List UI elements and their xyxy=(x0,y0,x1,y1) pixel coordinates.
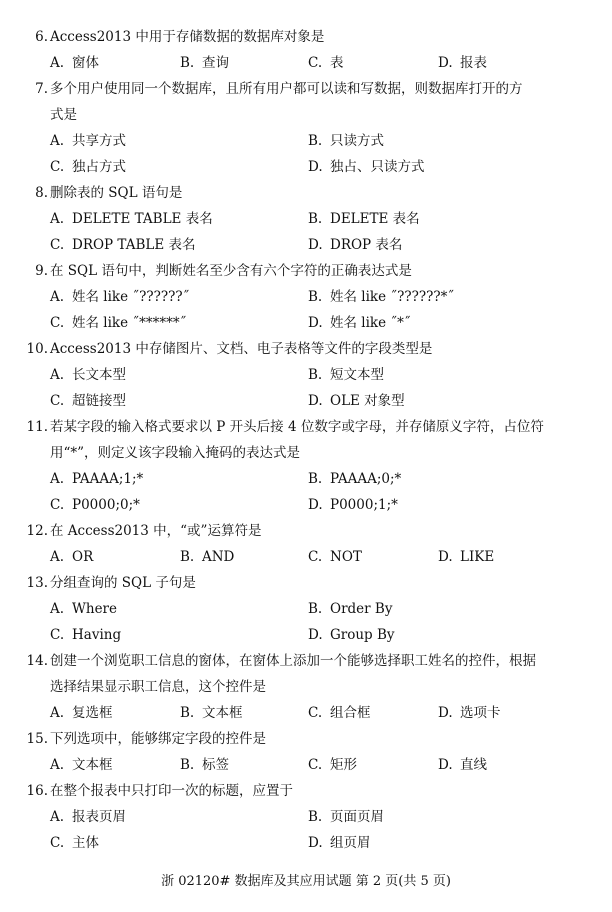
option-b xyxy=(180,700,243,726)
question-text: 在 Access2013 中，“或”运算符是 xyxy=(50,523,262,539)
option-letter: C. xyxy=(50,835,65,851)
option-d xyxy=(308,388,405,414)
option-text: DELETE 表名 xyxy=(330,211,420,227)
option-text: NOT xyxy=(330,549,362,565)
option-d xyxy=(308,622,395,648)
option-letter: A. xyxy=(50,367,65,383)
option-text: 表 xyxy=(330,55,344,71)
option-c xyxy=(50,154,126,180)
option-letter: D. xyxy=(308,627,323,643)
option-b xyxy=(308,128,384,154)
option-text: OR xyxy=(72,549,94,565)
option-letter: A. xyxy=(50,549,65,565)
option-letter: C. xyxy=(50,315,65,331)
option-text: DELETE TABLE 表名 xyxy=(72,211,213,227)
option-letter: C. xyxy=(50,237,65,253)
option-text: 长文本型 xyxy=(72,367,126,383)
question-text: Access2013 中存储图片、文档、电子表格等文件的字段类型是 xyxy=(50,341,433,357)
option-text: Group By xyxy=(330,627,395,643)
option-letter: D. xyxy=(308,237,323,253)
option-a xyxy=(50,752,113,778)
option-a xyxy=(50,362,126,388)
option-text: 姓名 like ˝??????*˝ xyxy=(330,289,455,305)
option-text: 独占方式 xyxy=(72,159,126,175)
option-letter: D. xyxy=(308,159,323,175)
option-letter: C. xyxy=(308,55,323,71)
option-text: 页面页眉 xyxy=(330,809,384,825)
option-d xyxy=(438,50,487,76)
question-number: 11. xyxy=(26,419,48,435)
option-text: DROP TABLE 表名 xyxy=(72,237,196,253)
option-letter: B. xyxy=(180,549,195,565)
option-text: 复选框 xyxy=(72,705,113,721)
option-text: 短文本型 xyxy=(330,367,384,383)
option-letter: C. xyxy=(50,159,65,175)
question-stem xyxy=(22,180,582,206)
option-letter: A. xyxy=(50,133,65,149)
option-d xyxy=(308,154,425,180)
question-number: 13. xyxy=(26,575,48,591)
option-letter: A. xyxy=(50,55,65,71)
option-text: 姓名 like ˝******˝ xyxy=(72,315,187,331)
question-text: 分组查询的 SQL 子句是 xyxy=(50,575,196,591)
option-letter: A. xyxy=(50,809,65,825)
option-text: 选项卡 xyxy=(460,705,501,721)
option-letter: C. xyxy=(50,497,65,513)
option-a xyxy=(50,596,117,622)
option-text: Having xyxy=(72,627,122,643)
question-stem xyxy=(22,778,582,804)
question-stem xyxy=(22,414,582,440)
option-letter: B. xyxy=(180,757,195,773)
option-d xyxy=(308,492,398,518)
option-c xyxy=(308,50,344,76)
option-b xyxy=(180,752,229,778)
option-c xyxy=(308,700,371,726)
option-c xyxy=(50,310,186,336)
option-text: PAAAA;1;* xyxy=(72,471,144,487)
option-letter: D. xyxy=(308,393,323,409)
option-a xyxy=(50,544,93,570)
question-number: 16. xyxy=(26,783,48,799)
option-text: LIKE xyxy=(460,549,495,565)
option-d xyxy=(438,752,487,778)
question-text-continued: 用“*”，则定义该字段输入掩码的表达式是 xyxy=(50,445,301,461)
option-letter: B. xyxy=(308,367,323,383)
option-text: 主体 xyxy=(72,835,99,851)
option-letter: D. xyxy=(308,835,323,851)
option-letter: B. xyxy=(308,471,323,487)
question-text-continued: 式是 xyxy=(50,107,77,123)
question-number: 6. xyxy=(35,29,48,45)
option-letter: A. xyxy=(50,289,65,305)
option-letter: A. xyxy=(50,471,65,487)
option-letter: C. xyxy=(308,757,323,773)
option-b xyxy=(308,804,384,830)
option-text: 标签 xyxy=(202,757,229,773)
question-text: 在整个报表中只打印一次的标题，应置于 xyxy=(50,783,293,799)
option-text: PAAAA;0;* xyxy=(330,471,402,487)
question-text: 在 SQL 语句中，判断姓名至少含有六个字符的正确表达式是 xyxy=(50,263,412,279)
question-number: 12. xyxy=(26,523,48,539)
option-a xyxy=(50,284,189,310)
option-a xyxy=(50,50,99,76)
page-footer: 浙 02120# 数据库及其应用试题 第 2 页(共 5 页) xyxy=(161,874,451,889)
option-text: 报表 xyxy=(460,55,487,71)
option-b xyxy=(180,544,234,570)
option-letter: D. xyxy=(438,757,453,773)
option-d xyxy=(438,700,501,726)
question-number: 8. xyxy=(35,185,48,201)
option-text: 姓名 like ˝??????˝ xyxy=(72,289,190,305)
question-text: 删除表的 SQL 语句是 xyxy=(50,185,183,201)
option-letter: A. xyxy=(50,601,65,617)
option-letter: B. xyxy=(180,705,195,721)
question-stem xyxy=(22,336,582,362)
option-text: 组合框 xyxy=(330,705,371,721)
option-text: P0000;0;* xyxy=(72,497,140,513)
option-d xyxy=(438,544,494,570)
option-letter: A. xyxy=(50,757,65,773)
option-a xyxy=(50,700,113,726)
option-text: 文本框 xyxy=(72,757,113,773)
option-letter: D. xyxy=(308,497,323,513)
option-text: 文本框 xyxy=(202,705,243,721)
option-text: OLE 对象型 xyxy=(330,393,405,409)
option-a xyxy=(50,128,126,154)
question-text: Access2013 中用于存储数据的数据库对象是 xyxy=(50,29,325,45)
option-letter: B. xyxy=(308,601,323,617)
option-text: 查询 xyxy=(202,55,229,71)
option-a xyxy=(50,206,213,232)
question-number: 10. xyxy=(26,341,48,357)
option-c xyxy=(50,492,140,518)
option-c xyxy=(50,388,126,414)
question-stem xyxy=(22,648,582,674)
question-text: 创建一个浏览职工信息的窗体，在窗体上添加一个能够选择职工姓名的控件，根据 xyxy=(50,653,536,669)
option-text: Where xyxy=(72,601,118,617)
option-c xyxy=(50,232,195,258)
option-text: P0000;1;* xyxy=(330,497,398,513)
question-number: 9. xyxy=(35,263,48,279)
option-c xyxy=(308,752,357,778)
option-a xyxy=(50,466,143,492)
option-c xyxy=(50,830,99,856)
option-letter: C. xyxy=(308,549,323,565)
option-letter: B. xyxy=(308,133,323,149)
option-text: 窗体 xyxy=(72,55,99,71)
question-stem xyxy=(22,24,582,50)
question-number: 15. xyxy=(26,731,48,747)
option-b xyxy=(308,284,454,310)
question-text-continued: 选择结果显示职工信息，这个控件是 xyxy=(50,679,266,695)
option-c xyxy=(308,544,362,570)
option-letter: D. xyxy=(308,315,323,331)
question-text: 下列选项中，能够绑定字段的控件是 xyxy=(50,731,266,747)
option-text: 报表页眉 xyxy=(72,809,126,825)
question-number: 14. xyxy=(26,653,48,669)
option-letter: D. xyxy=(438,705,453,721)
option-letter: A. xyxy=(50,211,65,227)
option-a xyxy=(50,804,126,830)
option-letter: C. xyxy=(50,393,65,409)
question-stem xyxy=(22,258,582,284)
question-stem xyxy=(22,570,582,596)
option-c xyxy=(50,622,121,648)
option-letter: C. xyxy=(50,627,65,643)
option-text: DROP 表名 xyxy=(330,237,403,253)
question-number: 7. xyxy=(35,81,48,97)
option-text: 矩形 xyxy=(330,757,357,773)
option-text: 超链接型 xyxy=(72,393,126,409)
question-text: 多个用户使用同一个数据库，且所有用户都可以读和写数据，则数据库打开的方 xyxy=(50,81,523,97)
option-text: 姓名 like ˝*˝ xyxy=(330,315,411,331)
question-stem xyxy=(22,518,582,544)
option-d xyxy=(308,830,371,856)
option-d xyxy=(308,310,411,336)
option-text: Order By xyxy=(330,601,393,617)
option-letter: B. xyxy=(180,55,195,71)
option-b xyxy=(308,466,401,492)
option-letter: B. xyxy=(308,809,323,825)
question-stem xyxy=(22,726,582,752)
option-text: 组页眉 xyxy=(330,835,371,851)
option-b xyxy=(308,362,384,388)
option-text: AND xyxy=(202,549,235,565)
option-b xyxy=(308,596,392,622)
option-text: 共享方式 xyxy=(72,133,126,149)
option-letter: B. xyxy=(308,289,323,305)
option-d xyxy=(308,232,402,258)
option-letter: D. xyxy=(438,55,453,71)
question-text: 若某字段的输入格式要求以 P 开头后接 4 位数字或字母，并存储原义字符，占位符 xyxy=(50,419,544,435)
option-text: 独占、只读方式 xyxy=(330,159,425,175)
option-b xyxy=(180,50,229,76)
option-text: 只读方式 xyxy=(330,133,384,149)
question-stem xyxy=(22,76,582,102)
option-letter: A. xyxy=(50,705,65,721)
option-letter: D. xyxy=(438,549,453,565)
option-b xyxy=(308,206,420,232)
option-letter: C. xyxy=(308,705,323,721)
option-text: 直线 xyxy=(460,757,487,773)
option-letter: B. xyxy=(308,211,323,227)
